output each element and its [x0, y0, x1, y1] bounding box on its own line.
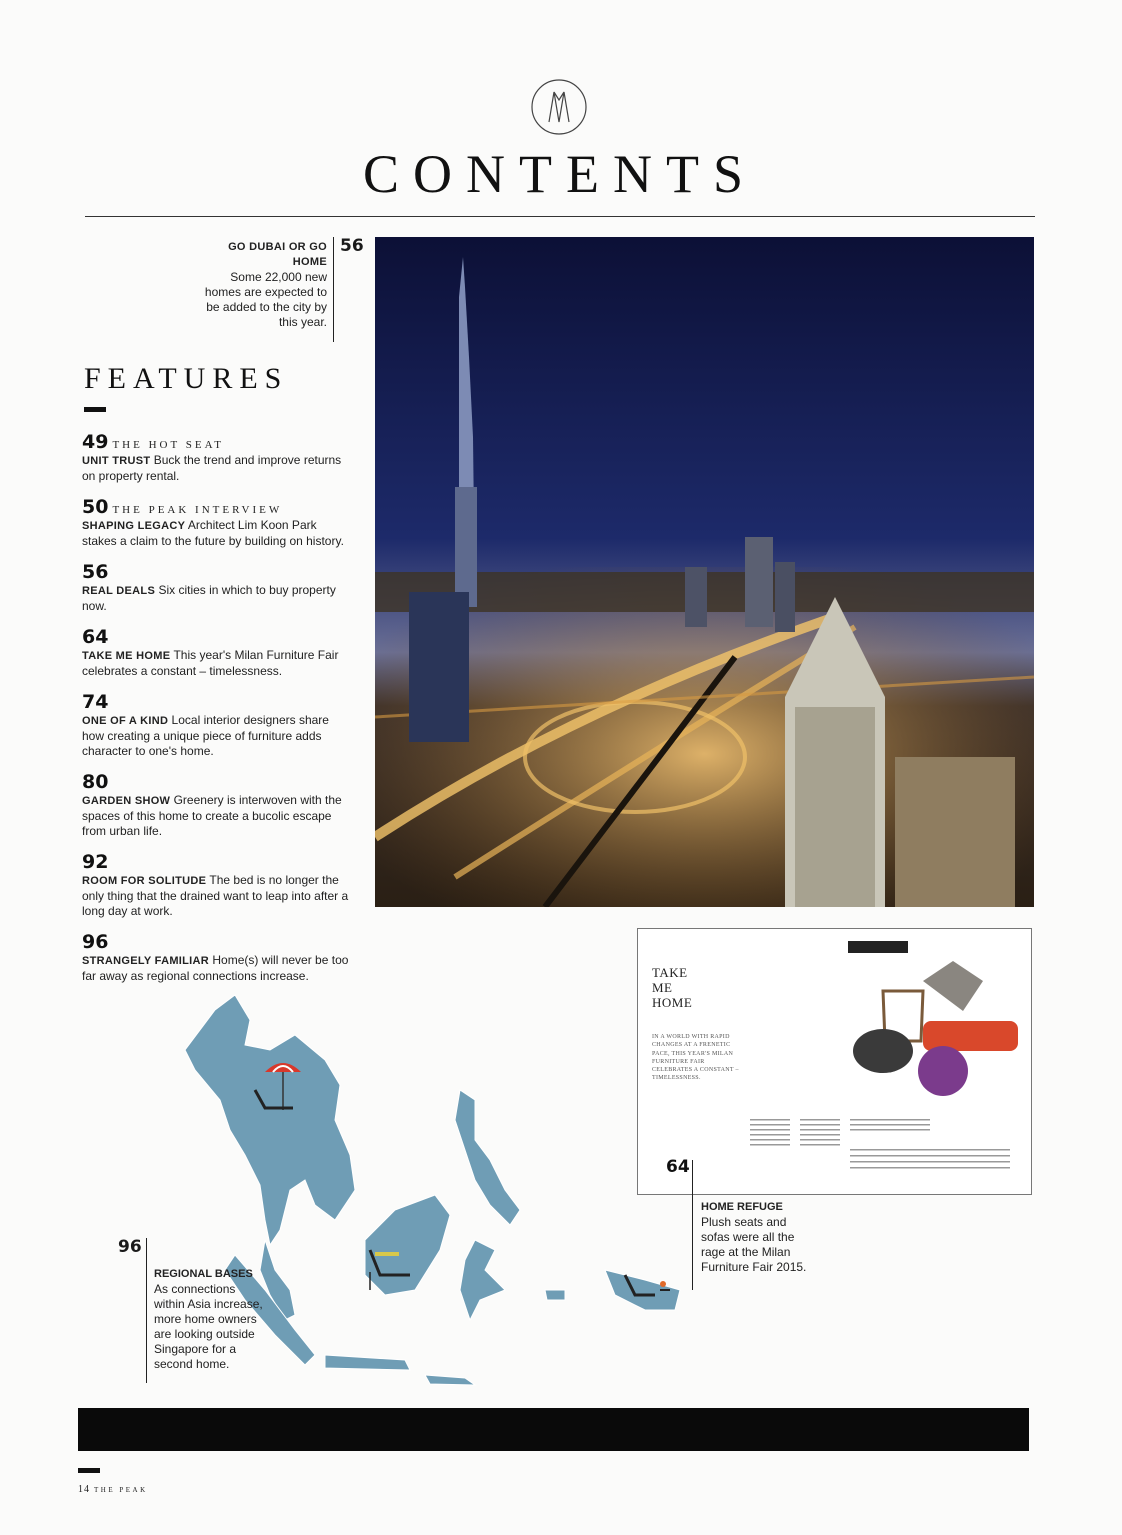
- spread-title-line: TAKE: [652, 965, 688, 980]
- feature-item[interactable]: [82, 691, 352, 759]
- feature-body: Six cities in which to buy property now.: [82, 583, 336, 613]
- bottom-black-band: [78, 1408, 1029, 1451]
- regional-caption: [154, 1267, 264, 1372]
- feature-headline: TAKE ME HOME: [82, 650, 171, 662]
- feature-page: 50: [82, 496, 109, 518]
- feature-body: Architect Lim Koon Park stakes a claim to the future by building on history.: [82, 518, 344, 548]
- regional-rule: [146, 1238, 147, 1383]
- feature-body: Home(s) will never be too far away as regional connections increase.: [82, 953, 349, 983]
- feature-item[interactable]: [82, 931, 352, 984]
- spread-preview-thumbnail[interactable]: [637, 928, 1032, 1195]
- page-number: 14: [78, 1484, 90, 1495]
- footer-bar: [78, 1468, 100, 1473]
- dubai-skyline-photo: [375, 237, 1034, 907]
- page-footer: [78, 1484, 148, 1495]
- feature-item[interactable]: [82, 431, 352, 484]
- title-divider: [85, 216, 1035, 217]
- feature-item[interactable]: [82, 496, 352, 549]
- feature-page: 92: [82, 851, 109, 873]
- spread-rule: [692, 1160, 693, 1290]
- spread-page: 64: [666, 1157, 690, 1177]
- feature-item[interactable]: [82, 561, 352, 614]
- regional-page: 96: [118, 1237, 142, 1257]
- furniture-collage-image: [843, 941, 1023, 1101]
- feature-body: This year's Milan Furniture Fair celebrates a constant – timelessness.: [82, 648, 339, 678]
- feature-page: 64: [82, 626, 109, 648]
- feature-headline: SHAPING LEGACY: [82, 520, 186, 532]
- feature-page: 80: [82, 771, 109, 793]
- publication-name: THE PEAK: [94, 1486, 148, 1494]
- spread-body-columns: [750, 1119, 1020, 1179]
- features-heading: FEATURES: [84, 362, 289, 395]
- spread-title-line: HOME: [652, 995, 693, 1010]
- regional-body: As connections within Asia increase, more home owners are looking outside Singapore for a second home.: [154, 1282, 263, 1371]
- home-refuge-caption: [701, 1200, 811, 1275]
- feature-headline: ROOM FOR SOLITUDE: [82, 875, 207, 887]
- page-title: CONTENTS: [363, 144, 757, 204]
- feature-item[interactable]: [82, 626, 352, 679]
- feature-headline: GARDEN SHOW: [82, 795, 171, 807]
- feature-kicker: THE PEAK INTERVIEW: [112, 504, 283, 516]
- home-refuge-body: Plush seats and sofas were all the rage at the Milan Furniture Fair 2015.: [701, 1215, 807, 1274]
- features-underline: [84, 407, 106, 412]
- feature-item[interactable]: [82, 771, 352, 839]
- magazine-logo-icon: [530, 78, 588, 136]
- feature-page: 74: [82, 691, 109, 713]
- dubai-teaser-page: 56: [340, 236, 364, 256]
- feature-page: 96: [82, 931, 109, 953]
- feature-page: 56: [82, 561, 109, 583]
- feature-kicker: THE HOT SEAT: [112, 439, 225, 451]
- feature-body: Buck the trend and improve returns on property rental.: [82, 453, 342, 483]
- dubai-teaser-body: Some 22,000 new homes are expected to be added to the city by this year.: [204, 270, 327, 329]
- feature-body: Local interior designers share how creating a unique piece of furniture adds character to one's home.: [82, 713, 329, 758]
- feature-body: The bed is no longer the only thing that the drained want to leap into after a long day at work.: [82, 873, 349, 918]
- feature-body: Greenery is interwoven with the spaces of this home to create a bucolic escape from urban life.: [82, 793, 342, 838]
- spread-deck: IN A WORLD WITH RAPID CHANGES AT A FRENETIC PACE, THIS YEAR'S MILAN FURNITURE FAIR CELEBRATES A CONSTANT – TIMELESSNESS.: [652, 1034, 739, 1082]
- feature-headline: UNIT TRUST: [82, 455, 151, 467]
- dubai-teaser-headline: GO DUBAI OR GO HOME: [228, 241, 327, 268]
- home-refuge-headline: HOME REFUGE: [701, 1201, 783, 1213]
- feature-headline: ONE OF A KIND: [82, 715, 169, 727]
- dubai-teaser: [200, 240, 327, 330]
- feature-page: 49: [82, 431, 109, 453]
- feature-headline: STRANGELY FAMILIAR: [82, 955, 210, 967]
- feature-headline: REAL DEALS: [82, 585, 156, 597]
- spread-title-line: ME: [652, 980, 673, 995]
- regional-headline: REGIONAL BASES: [154, 1268, 253, 1280]
- dubai-teaser-rule: [333, 237, 334, 342]
- spread-title: [652, 965, 692, 1010]
- feature-item[interactable]: [82, 851, 352, 919]
